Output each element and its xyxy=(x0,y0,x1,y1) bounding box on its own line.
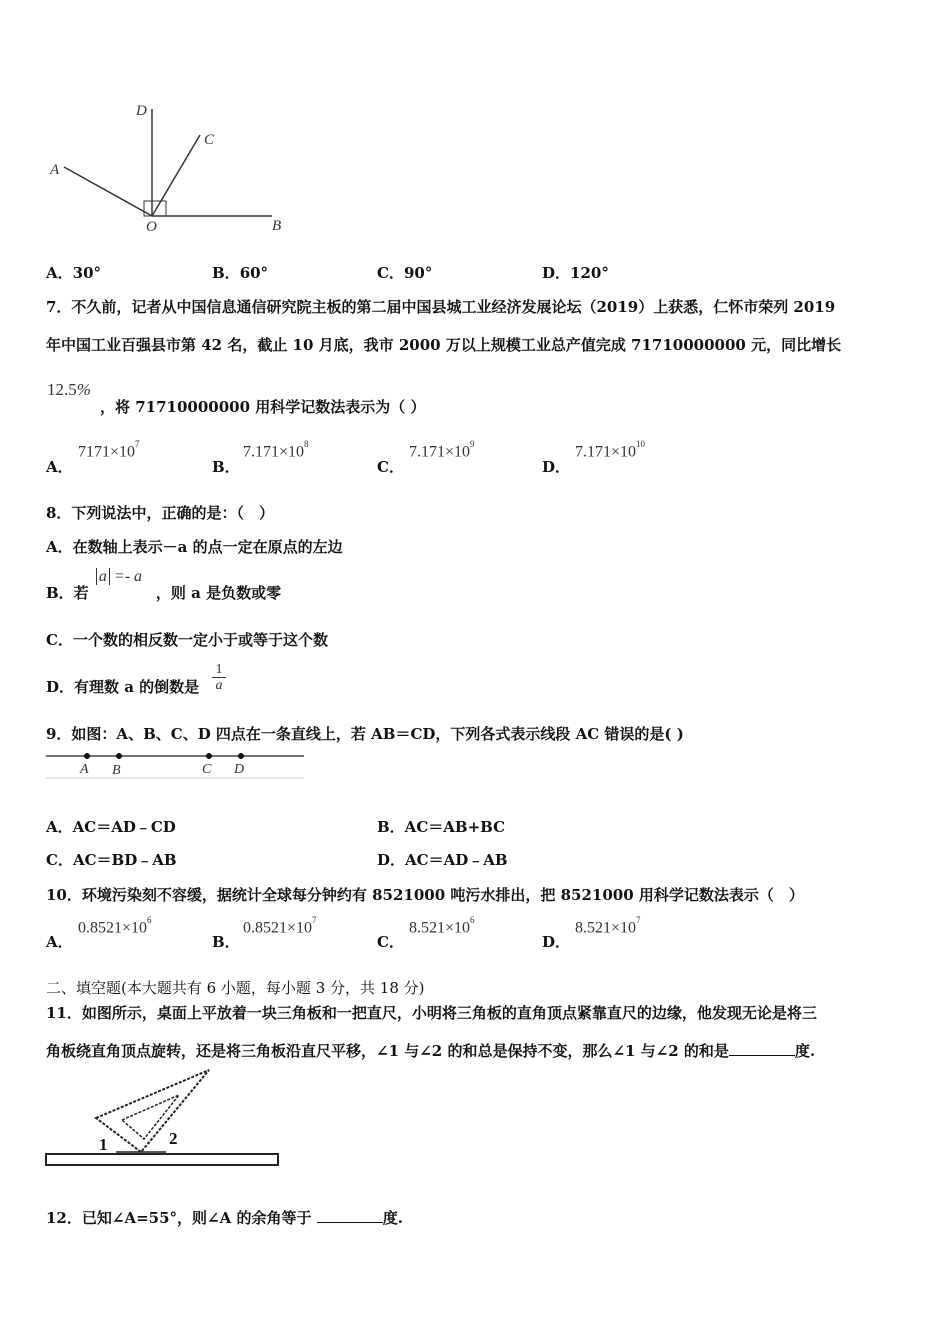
number-line-figure xyxy=(44,748,306,780)
q10-option-b: B． xyxy=(212,933,240,951)
q9-stem: 9．如图：A、B、C、D 四点在一条直线上，若 AB＝CD，下列各式表示线段 AC 错误的是( ) xyxy=(46,725,684,743)
q10-option-a: A． xyxy=(46,933,73,951)
q11-line2: 角板绕直角顶点旋转，还是将三角板沿直尺平移，∠1 与∠2 的和总是保持不变，那么∠1 与∠2 的和是 度. xyxy=(46,1042,816,1060)
q6-option-b: B．60° xyxy=(212,264,269,282)
q7-option-c: C． xyxy=(377,458,404,476)
q9-option-b: B．AC＝AB+BC xyxy=(377,818,506,836)
q10-option-b-math: $0.8521\times 10^7$ xyxy=(243,915,317,937)
q7-line2: 年中国工业百强县市第 42 名，截止 10 月底，我市 2000 万以上规模工业总产值完成 71710000000 元，同比增长 xyxy=(46,336,842,354)
q6-option-a: A．30° xyxy=(46,264,102,282)
q7-option-d-math: $7.171\times 10^{10}$ xyxy=(575,439,646,461)
q7-percent: 12.5% xyxy=(47,380,91,399)
q12-answer-blank xyxy=(317,1208,383,1223)
q7-line3: ，将 71710000000 用科学记数法表示为（ ） xyxy=(100,398,426,416)
q7-option-b-math: $7.171\times 10^8$ xyxy=(243,439,309,461)
angle-1-label: 1 xyxy=(99,1135,108,1154)
q8-b-math: a =- a xyxy=(94,582,156,598)
q7-option-a: A． xyxy=(46,458,73,476)
q10-option-d-math: $8.521\times 10^7$ xyxy=(575,915,641,937)
label-A: A xyxy=(50,162,60,178)
q10-option-c-math: $8.521\times 10^6$ xyxy=(409,915,475,937)
q7-option-a-math: $7171\times 10^7$ xyxy=(78,439,140,461)
q11-line1: 11．如图所示，桌面上平放着一块三角板和一把直尺，小明将三角板的直角顶点紧靠直尺的边缘，他发现无论是将三 xyxy=(46,1004,817,1022)
q9-option-c: C．AC＝BD﹣AB xyxy=(46,851,177,869)
q7-option-d: D． xyxy=(542,458,571,476)
angle-figure xyxy=(40,95,300,240)
q8-option-d: D．有理数 a 的倒数是 xyxy=(46,678,200,696)
q8-stem: 8．下列说法中，正确的是：（ ） xyxy=(46,504,274,522)
q7-option-c-math: $7.171\times 10^9$ xyxy=(409,439,475,461)
q8-option-c: C．一个数的相反数一定小于或等于这个数 xyxy=(46,631,328,649)
point-A: A xyxy=(80,762,89,777)
label-D: D xyxy=(136,103,147,119)
triangle-ruler-figure xyxy=(44,1068,284,1170)
label-O: O xyxy=(146,219,157,235)
q6-option-d: D．120° xyxy=(542,264,609,282)
q8-d-fraction: 1 a xyxy=(212,662,226,693)
q7-line1: 7．不久前，记者从中国信息通信研究院主板的第二届中国县城工业经济发展论坛（2019）上获悉，仁怀市荣列 2019 xyxy=(46,298,836,316)
q11-answer-blank xyxy=(729,1041,795,1056)
label-C: C xyxy=(204,132,215,148)
point-D: D xyxy=(234,762,245,777)
q12: 12．已知∠A=55°，则∠A 的余角等于 度. xyxy=(46,1209,403,1227)
q10-option-d: D． xyxy=(542,933,571,951)
q7-option-b: B． xyxy=(212,458,240,476)
q9-option-d: D．AC＝AD﹣AB xyxy=(377,851,508,869)
section-2-title: 二、填空题(本大题共有 6 小题，每小题 3 分，共 18 分) xyxy=(46,979,425,997)
q10-stem: 10．环境污染刻不容缓，据统计全球每分钟约有 8521000 吨污水排出，把 8521000 用科学记数法表示（ ） xyxy=(46,886,804,904)
q10-option-a-math: $0.8521\times 10^6$ xyxy=(78,915,152,937)
q6-option-c: C．90° xyxy=(377,264,433,282)
q8-option-b: B．若 a =- a ，则 a 是负数或零 xyxy=(46,568,282,602)
angle-2-label: 2 xyxy=(169,1129,178,1148)
point-B: B xyxy=(112,763,121,778)
point-C: C xyxy=(202,762,212,777)
q9-option-a: A．AC＝AD﹣CD xyxy=(46,818,176,836)
q10-option-c: C． xyxy=(377,933,404,951)
q8-option-a: A．在数轴上表示－a 的点一定在原点的左边 xyxy=(46,538,343,556)
label-B: B xyxy=(272,218,282,234)
